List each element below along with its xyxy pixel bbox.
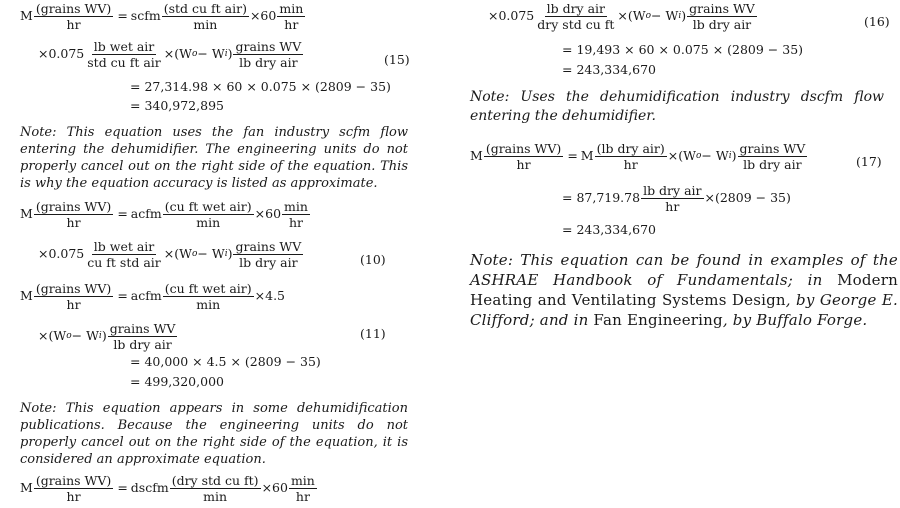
numerator: (grains WV)	[35, 473, 112, 488]
eq10-line2	[38, 240, 304, 269]
w-open: (W	[174, 46, 192, 62]
fraction	[108, 322, 178, 351]
equation-number: (16)	[864, 14, 890, 29]
equals: =	[567, 148, 578, 164]
term-acfm: acfm	[130, 288, 162, 304]
note-text: , by George E. Clifford; and in	[470, 291, 898, 329]
times: ×	[163, 46, 175, 62]
times: ×	[617, 8, 628, 24]
equals: =	[117, 206, 128, 222]
denominator: cu ft std air	[87, 255, 161, 271]
numerator: grains WV	[739, 141, 806, 156]
fraction	[34, 282, 114, 311]
note-paragraph: Note: This equation uses the fan industry scfm flow entering the dehumidifier. The engineering units do not properly cancel out on the right side of the equation. This is why the equation accuracy is listed as approximate.	[20, 125, 408, 191]
factor-075: ×0.075	[38, 46, 85, 62]
eq17-line3: = 243,334,670	[562, 222, 656, 237]
eq15-line4: = 340,972,895	[130, 98, 224, 113]
factor-60: ×60	[249, 8, 277, 24]
fraction	[738, 142, 808, 171]
eq10-line1	[20, 200, 311, 229]
sub-o: o	[696, 151, 702, 162]
note-text: , by Buffalo Forge.	[722, 311, 868, 329]
fraction	[85, 40, 163, 69]
minus-w: − W	[71, 328, 99, 344]
note-paragraph: Note: Uses the dehumidification industry dscfm flow entering the dehumidifier.	[470, 89, 884, 124]
note-paragraph-references	[470, 250, 898, 330]
numerator: (cu ft wet air)	[164, 199, 252, 214]
eq17-line2	[562, 184, 791, 213]
fraction	[162, 2, 249, 31]
fraction	[277, 2, 305, 31]
term-acfm: acfm	[130, 206, 162, 222]
numerator: lb wet air	[93, 239, 155, 254]
sub-i: i	[728, 151, 732, 162]
denominator: lb dry air	[113, 337, 172, 353]
paren-close: )	[101, 328, 107, 344]
fraction	[163, 200, 254, 229]
symbol-m: M	[20, 288, 33, 304]
denominator: hr	[284, 17, 299, 33]
denominator: std cu ft air	[87, 55, 161, 71]
equals: =	[117, 288, 128, 304]
eq11-line3: = 40,000 × 4.5 × (2809 − 35)	[130, 354, 321, 369]
numerator: (grains WV)	[35, 199, 112, 214]
note-text: Note: This equation can be found in examples of the ASHRAE Handbook of Fundamentals; in	[470, 251, 898, 289]
eq15-line2	[38, 40, 304, 69]
eq16-line2: = 19,493 × 60 × 0.075 × (2809 − 35)	[562, 42, 804, 57]
equals: =	[117, 480, 128, 496]
numerator: (grains WV)	[35, 281, 112, 296]
numerator: min	[290, 473, 315, 488]
sub-o: o	[66, 331, 72, 342]
factor-60: ×60	[261, 480, 288, 496]
symbol-m: M	[580, 148, 594, 164]
numerator: grains WV	[689, 1, 755, 16]
symbol-m: M	[20, 206, 33, 222]
eq17-line1	[470, 142, 808, 171]
factor-075: ×0.075	[488, 8, 535, 24]
fraction	[289, 474, 317, 503]
times: ×	[163, 246, 175, 262]
fraction	[233, 40, 303, 69]
term-scfm: scfm	[130, 8, 161, 24]
denominator: lb dry air	[743, 157, 802, 173]
fraction	[170, 474, 261, 503]
eq16-line3: = 243,334,670	[562, 62, 656, 77]
equation-number: (11)	[360, 326, 386, 341]
denominator: min	[193, 17, 218, 33]
denominator: lb dry air	[692, 17, 752, 33]
denominator: hr	[66, 297, 81, 313]
denominator: hr	[288, 215, 304, 231]
denominator: lb dry air	[239, 255, 298, 271]
equation-number: (10)	[360, 252, 386, 267]
note-paragraph: Note: This equation appears in some dehumidification publications. Because the engineering units do not properly cancel out on the right side of the equation, it is considered an approximate equation.	[20, 401, 408, 467]
eq11-line4: = 499,320,000	[130, 374, 224, 389]
sub-o: o	[191, 49, 198, 60]
factor-tail: ×(2809 − 35)	[704, 190, 791, 206]
factor-60: ×60	[254, 206, 282, 222]
paren-close: )	[227, 46, 233, 62]
numerator: lb dry air	[643, 183, 702, 198]
symbol-m: M	[20, 480, 33, 496]
book-title: Fan Engineering	[593, 311, 723, 329]
fraction	[687, 2, 757, 31]
minus-w: − W	[197, 246, 225, 262]
term-dscfm: dscfm	[130, 480, 169, 496]
eq15-line3: = 27,314.98 × 60 × 0.075 × (2809 − 35)	[130, 79, 391, 94]
denominator: min	[203, 489, 228, 505]
fraction	[163, 282, 254, 311]
numerator: (dry std cu ft)	[171, 473, 259, 488]
numerator: min	[279, 1, 304, 16]
sub-i: i	[678, 11, 682, 22]
denominator: min	[196, 215, 221, 231]
fraction	[34, 200, 114, 229]
numerator: grains WV	[109, 321, 176, 336]
sub-i: i	[224, 49, 228, 60]
factor-k: = 87,719.78	[562, 190, 641, 206]
fraction	[282, 200, 310, 229]
denominator: hr	[66, 489, 81, 505]
w-open: ×(W	[38, 328, 67, 344]
denominator: lb dry air	[239, 55, 298, 71]
fraction	[34, 2, 114, 31]
numerator: lb dry air	[546, 1, 606, 16]
w-open: (W	[678, 148, 696, 164]
fraction	[535, 2, 616, 31]
denominator: hr	[66, 215, 81, 231]
fraction	[641, 184, 703, 213]
paren-close: )	[227, 246, 233, 262]
denominator: hr	[516, 157, 531, 173]
denominator: hr	[665, 199, 680, 215]
sub-o: o	[191, 249, 198, 260]
sub-i: i	[224, 249, 228, 260]
equation-number: (17)	[856, 154, 882, 169]
denominator: hr	[66, 17, 81, 33]
minus-w: − W	[701, 148, 729, 164]
fraction	[233, 240, 303, 269]
eq11-line1	[20, 282, 285, 311]
fraction	[85, 240, 163, 269]
denominator: dry std cu ft	[537, 17, 615, 33]
symbol-m: M	[20, 8, 33, 24]
fraction	[34, 474, 114, 503]
eq16-line1	[488, 2, 758, 31]
numerator: grains WV	[235, 39, 302, 54]
numerator: (lb dry air)	[596, 141, 665, 156]
denominator: hr	[295, 489, 310, 505]
sub-i: i	[98, 331, 102, 342]
denominator: hr	[623, 157, 638, 173]
book-title: Modern Heating and Ventilating Systems Design	[470, 271, 898, 309]
numerator: (std cu ft air)	[163, 1, 247, 16]
sub-o: o	[645, 11, 652, 22]
equals: =	[117, 8, 128, 24]
numerator: grains WV	[235, 239, 302, 254]
equation-number: (15)	[384, 52, 410, 67]
eq-dscfm-line1	[20, 474, 318, 503]
symbol-m: M	[470, 148, 483, 164]
eq15-line1	[20, 2, 306, 31]
w-open: (W	[174, 246, 192, 262]
times: ×	[667, 148, 679, 164]
factor-075: ×0.075	[38, 246, 85, 262]
paren-close: )	[731, 148, 737, 164]
paren-close: )	[681, 8, 687, 24]
w-open: (W	[627, 8, 646, 24]
numerator: (grains WV)	[35, 1, 112, 16]
numerator: (cu ft wet air)	[164, 281, 252, 296]
factor-45: ×4.5	[254, 288, 286, 304]
fraction	[484, 142, 564, 171]
fraction	[595, 142, 667, 171]
numerator: lb wet air	[93, 39, 155, 54]
numerator: (grains WV)	[485, 141, 562, 156]
numerator: min	[284, 199, 308, 214]
minus-w: − W	[651, 8, 679, 24]
minus-w: − W	[197, 46, 225, 62]
eq11-line2	[38, 322, 178, 351]
denominator: min	[196, 297, 221, 313]
